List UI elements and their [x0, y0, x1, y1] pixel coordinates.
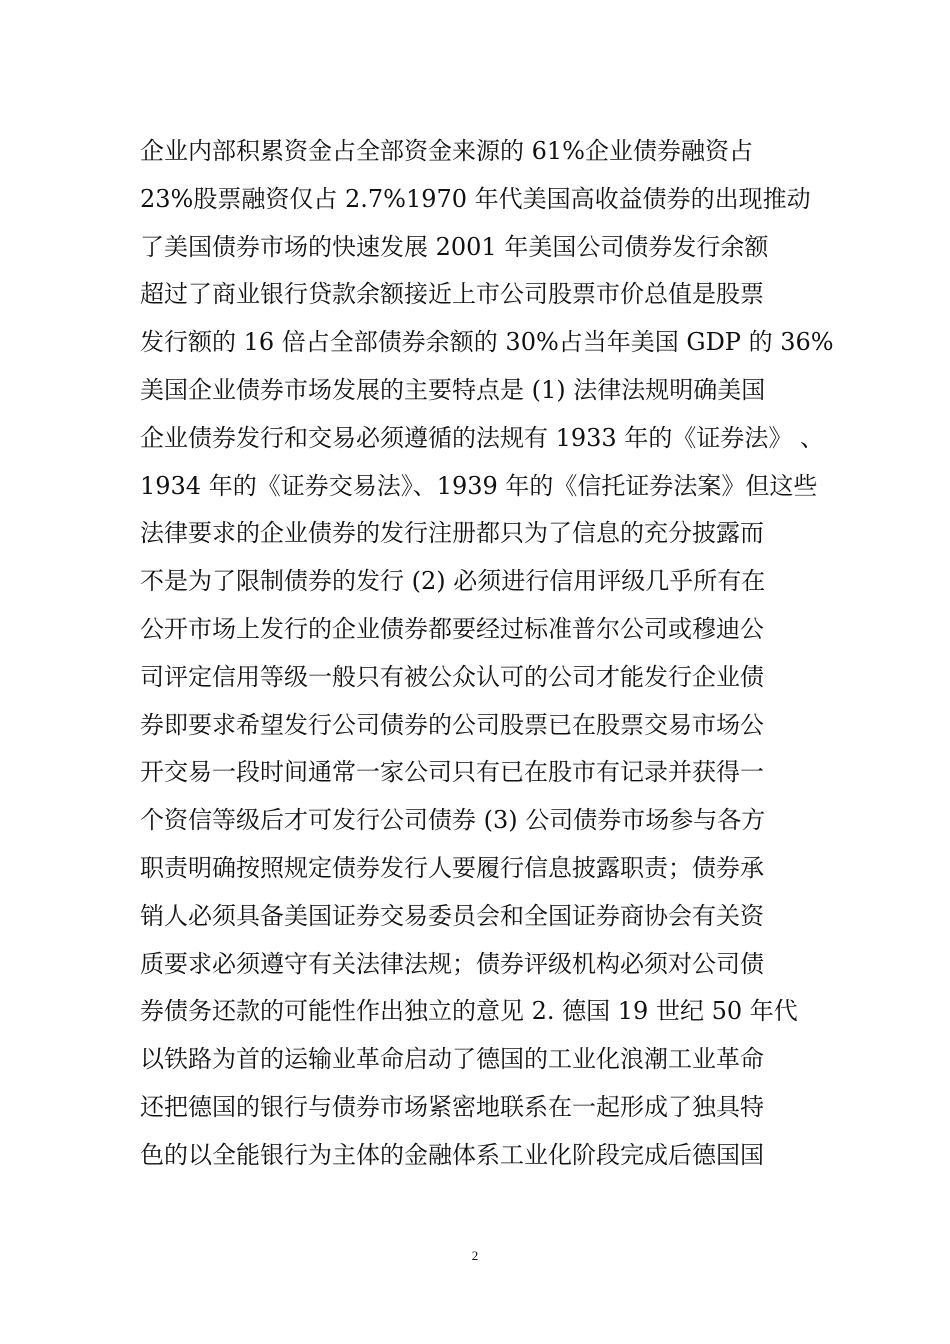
text-line: 开交易一段时间通常一家公司只有已在股市有记录并获得一	[140, 758, 764, 787]
text-line: 法律要求的企业债券的发行注册都只为了信息的充分披露而	[140, 519, 764, 548]
text-line: 职责明确按照规定债券发行人要履行信息披露职责；债券承	[140, 853, 764, 882]
text-line: 超过了商业银行贷款余额接近上市公司股票市价总值是股票	[140, 280, 764, 309]
text-line: 质要求必须遵守有关法律法规；债券评级机构必须对公司债	[140, 949, 764, 978]
text-line: 司评定信用等级一般只有被公众认可的公司才能发行企业债	[140, 662, 764, 691]
text-line: 个资信等级后才可发行公司债券 (3) 公司债券市场参与各方	[140, 806, 766, 835]
body-text	[140, 128, 840, 1180]
text-line: 券债务还款的可能性作出独立的意见 2. 德国 19 世纪 50 年代	[140, 997, 798, 1026]
text-line: 公开市场上发行的企业债券都要经过标准普尔公司或穆迪公	[140, 614, 764, 643]
text-line: 券即要求希望发行公司债券的公司股票已在股票交易市场公	[140, 710, 764, 739]
text-line: 色的以全能银行为主体的金融体系工业化阶段完成后德国国	[140, 1140, 764, 1169]
text-line: 1934 年的《证券交易法》、1939 年的《信托证券法案》但这些	[140, 471, 818, 500]
text-line: 美国企业债券市场发展的主要特点是 (1) 法律法规明确美国	[140, 375, 766, 404]
text-line: 销人必须具备美国证券交易委员会和全国证券商协会有关资	[140, 901, 764, 930]
text-line: 企业内部积累资金占全部资金来源的 61%企业债券融资占	[140, 137, 753, 165]
text-line: 以铁路为首的运输业革命启动了德国的工业化浪潮工业革命	[140, 1045, 764, 1074]
text-line: 发行额的 16 倍占全部债券余额的 30%占当年美国 GDP 的 36%	[140, 328, 834, 357]
page-number: 2	[471, 1248, 479, 1263]
text-line: 还把德国的银行与债券市场紧密地联系在一起形成了独具特	[140, 1092, 764, 1121]
text-line: 23%股票融资仅占 2.7%1970 年代美国高收益债券的出现推动	[140, 184, 811, 213]
text-line: 企业债券发行和交易必须遵循的法规有 1933 年的《证券法》 、	[140, 423, 824, 452]
text-line: 不是为了限制债券的发行 (2) 必须进行信用评级几乎所有在	[140, 567, 766, 596]
text-line: 了美国债券市场的快速发展 2001 年美国公司债券发行余额	[140, 232, 769, 261]
